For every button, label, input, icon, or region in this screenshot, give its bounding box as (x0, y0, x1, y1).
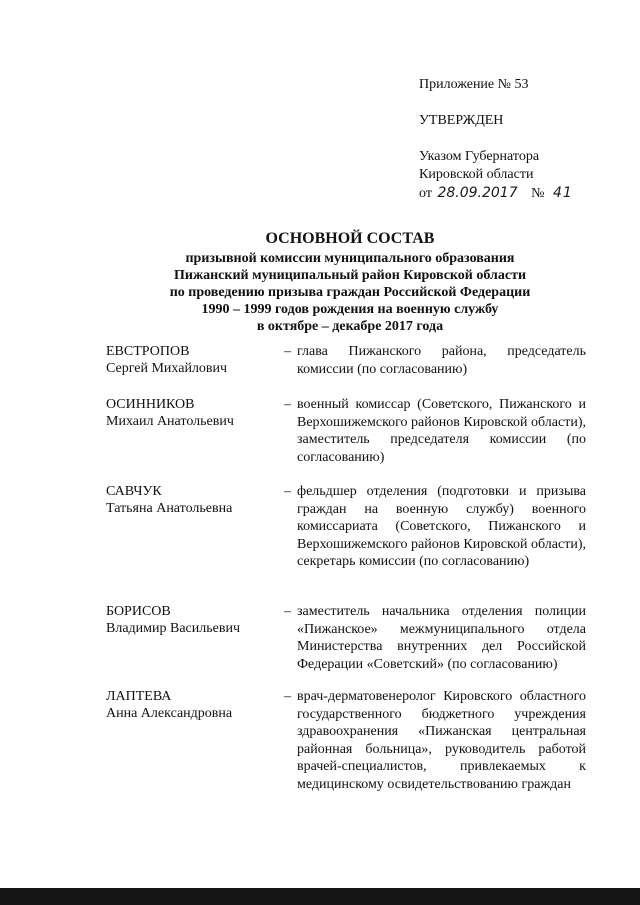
approved-stamp: УТВЕРЖДЕН (419, 113, 504, 128)
subtitle-line-1: призывной комиссии муниципального образования (185, 251, 515, 266)
handwritten-number: 41 (552, 185, 573, 201)
member-dash: – (284, 397, 291, 412)
members-list (106, 343, 586, 793)
appendix-number: Приложение № 53 (419, 77, 529, 92)
date-prefix: от (419, 186, 432, 201)
member-dash: – (284, 689, 291, 704)
member-entry (106, 396, 586, 483)
member-name (106, 688, 281, 722)
member-role: военный комиссар (Советского, Пижанского и Верхошижемского районов Кировской области), заместитель председателя комиссии (по согласованию) (297, 397, 586, 465)
scan-edge-bar (0, 888, 640, 905)
member-name (106, 396, 281, 430)
decree-line-1: Указом Губернатора (419, 149, 540, 164)
member-given-name: Владимир Васильевич (106, 621, 240, 636)
number-sign: № (531, 186, 545, 201)
member-name (106, 343, 281, 377)
member-surname: ОСИННИКОВ (106, 397, 195, 412)
member-surname: САВЧУК (106, 484, 162, 499)
member-given-name: Сергей Михайлович (106, 361, 228, 376)
member-role: заместитель начальника отделения полиции «Пижанское» межмуниципального отдела Министерства внутренних дел Российской Федерации «Советский» (по согласованию) (297, 604, 586, 672)
document-title: ОСНОВНОЙ СОСТАВ (265, 230, 435, 247)
member-dash: – (284, 484, 291, 499)
member-entry (106, 603, 586, 688)
member-entry (106, 483, 586, 603)
approval-block (419, 76, 619, 203)
subtitle-line-2: Пижанский муниципальный район Кировской области (173, 268, 527, 283)
member-name (106, 603, 281, 637)
member-role: врач-дерматовенеролог Кировского областного государственного бюджетного учреждения здравоохранения «Пижанская центральная районная больница», руководитель работой врачей-специалистов, привлекаемых к медицинскому освидетельствованию граждан (297, 689, 586, 792)
member-entry (106, 343, 586, 396)
member-role: глава Пижанского района, председатель комиссии (по согласованию) (297, 344, 586, 377)
decree-date-line (419, 184, 619, 203)
member-dash: – (284, 344, 291, 359)
member-surname: БОРИСОВ (106, 604, 171, 619)
document-title-block (80, 228, 620, 335)
subtitle-line-5: в октябре – декабре 2017 года (256, 319, 444, 334)
member-given-name: Анна Александровна (106, 706, 233, 721)
decree-line-2: Кировской области (419, 167, 534, 182)
member-given-name: Татьяна Анатольевна (106, 501, 233, 516)
member-surname: ЛАПТЕВА (106, 689, 172, 704)
member-role: фельдшер отделения (подготовки и призыва граждан на военную службу) военного комиссариата (Советского, Пижанского и Верхошижемского районов Кировской области), секретарь комиссии (по согласованию) (297, 484, 586, 569)
subtitle-line-4: 1990 – 1999 годов рождения на военную службу (201, 302, 499, 317)
member-entry (106, 688, 586, 793)
member-surname: ЕВСТРОПОВ (106, 344, 190, 359)
member-given-name: Михаил Анатольевич (106, 414, 234, 429)
member-dash: – (284, 604, 291, 619)
handwritten-date: 28.09.2017 (437, 185, 518, 201)
subtitle-line-3: по проведению призыва граждан Российской Федерации (169, 285, 531, 300)
member-name (106, 483, 281, 517)
